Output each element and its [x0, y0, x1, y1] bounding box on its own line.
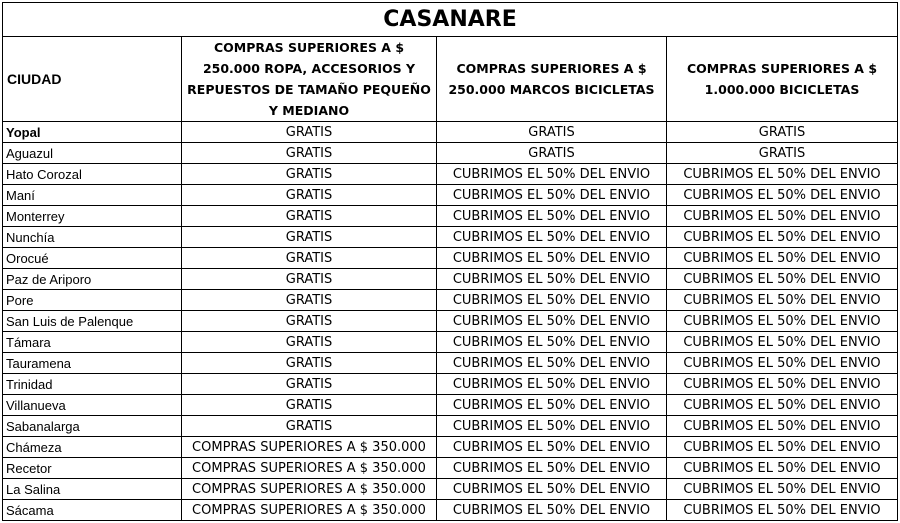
col2-cell: GRATIS — [437, 122, 667, 143]
table-row — [3, 143, 898, 164]
col2-cell: CUBRIMOS EL 50% DEL ENVIO — [437, 500, 667, 521]
col1-cell: COMPRAS SUPERIORES A $ 350.000 — [182, 500, 437, 521]
col3-cell: CUBRIMOS EL 50% DEL ENVIO — [667, 164, 898, 185]
col1-cell: GRATIS — [182, 311, 437, 332]
city-cell: Nunchía — [3, 227, 182, 248]
table-row — [3, 416, 898, 437]
col3-cell: GRATIS — [667, 122, 898, 143]
table-row — [3, 290, 898, 311]
city-cell: Trinidad — [3, 374, 182, 395]
table-row — [3, 458, 898, 479]
col1-cell: GRATIS — [182, 416, 437, 437]
city-cell: Aguazul — [3, 143, 182, 164]
col1-cell: GRATIS — [182, 185, 437, 206]
col3-cell: CUBRIMOS EL 50% DEL ENVIO — [667, 479, 898, 500]
col1-cell: GRATIS — [182, 395, 437, 416]
table-row — [3, 269, 898, 290]
col2-cell: CUBRIMOS EL 50% DEL ENVIO — [437, 437, 667, 458]
table-row — [3, 395, 898, 416]
col1-cell: GRATIS — [182, 164, 437, 185]
col3-cell: CUBRIMOS EL 50% DEL ENVIO — [667, 416, 898, 437]
col3-cell: CUBRIMOS EL 50% DEL ENVIO — [667, 458, 898, 479]
col2-cell: CUBRIMOS EL 50% DEL ENVIO — [437, 164, 667, 185]
col2-cell: CUBRIMOS EL 50% DEL ENVIO — [437, 290, 667, 311]
col3-cell: CUBRIMOS EL 50% DEL ENVIO — [667, 311, 898, 332]
col2-cell: GRATIS — [437, 143, 667, 164]
header-col1: COMPRAS SUPERIORES A $ 250.000 ROPA, ACCESORIOS Y REPUESTOS DE TAMAÑO PEQUEÑO Y MEDIANO — [182, 37, 437, 122]
table-row — [3, 332, 898, 353]
col3-cell: CUBRIMOS EL 50% DEL ENVIO — [667, 227, 898, 248]
table-row — [3, 227, 898, 248]
col2-cell: CUBRIMOS EL 50% DEL ENVIO — [437, 185, 667, 206]
col3-cell: CUBRIMOS EL 50% DEL ENVIO — [667, 185, 898, 206]
col2-cell: CUBRIMOS EL 50% DEL ENVIO — [437, 353, 667, 374]
col2-cell: CUBRIMOS EL 50% DEL ENVIO — [437, 395, 667, 416]
col1-cell: COMPRAS SUPERIORES A $ 350.000 — [182, 458, 437, 479]
header-city: CIUDAD — [3, 37, 182, 122]
city-cell: Sácama — [3, 500, 182, 521]
city-cell: San Luis de Palenque — [3, 311, 182, 332]
city-cell: Pore — [3, 290, 182, 311]
col3-cell: GRATIS — [667, 143, 898, 164]
col3-cell: CUBRIMOS EL 50% DEL ENVIO — [667, 206, 898, 227]
city-cell: Hato Corozal — [3, 164, 182, 185]
table-row — [3, 374, 898, 395]
col1-cell: GRATIS — [182, 206, 437, 227]
col2-cell: CUBRIMOS EL 50% DEL ENVIO — [437, 416, 667, 437]
header-col2: COMPRAS SUPERIORES A $ 250.000 MARCOS BICICLETAS — [437, 37, 667, 122]
col3-cell: CUBRIMOS EL 50% DEL ENVIO — [667, 269, 898, 290]
col3-cell: CUBRIMOS EL 50% DEL ENVIO — [667, 353, 898, 374]
col3-cell: CUBRIMOS EL 50% DEL ENVIO — [667, 248, 898, 269]
shipping-table-container — [2, 2, 898, 521]
city-cell: Chámeza — [3, 437, 182, 458]
col1-cell: GRATIS — [182, 227, 437, 248]
table-row — [3, 311, 898, 332]
col3-cell: CUBRIMOS EL 50% DEL ENVIO — [667, 332, 898, 353]
table-row — [3, 248, 898, 269]
col1-cell: GRATIS — [182, 143, 437, 164]
table-row — [3, 206, 898, 227]
col2-cell: CUBRIMOS EL 50% DEL ENVIO — [437, 332, 667, 353]
col1-cell: GRATIS — [182, 269, 437, 290]
col3-cell: CUBRIMOS EL 50% DEL ENVIO — [667, 395, 898, 416]
col3-cell: CUBRIMOS EL 50% DEL ENVIO — [667, 374, 898, 395]
city-cell: La Salina — [3, 479, 182, 500]
col3-cell: CUBRIMOS EL 50% DEL ENVIO — [667, 500, 898, 521]
col3-cell: CUBRIMOS EL 50% DEL ENVIO — [667, 290, 898, 311]
table-row — [3, 164, 898, 185]
table-body — [3, 122, 898, 521]
col2-cell: CUBRIMOS EL 50% DEL ENVIO — [437, 227, 667, 248]
table-row — [3, 437, 898, 458]
city-cell: Monterrey — [3, 206, 182, 227]
col1-cell: GRATIS — [182, 353, 437, 374]
header-col3: COMPRAS SUPERIORES A $ 1.000.000 BICICLETAS — [667, 37, 898, 122]
city-cell: Villanueva — [3, 395, 182, 416]
city-cell: Paz de Ariporo — [3, 269, 182, 290]
table-row — [3, 500, 898, 521]
col2-cell: CUBRIMOS EL 50% DEL ENVIO — [437, 269, 667, 290]
col1-cell: COMPRAS SUPERIORES A $ 350.000 — [182, 479, 437, 500]
table-row — [3, 185, 898, 206]
city-cell: Tauramena — [3, 353, 182, 374]
col1-cell: COMPRAS SUPERIORES A $ 350.000 — [182, 437, 437, 458]
city-cell: Orocué — [3, 248, 182, 269]
col2-cell: CUBRIMOS EL 50% DEL ENVIO — [437, 206, 667, 227]
city-cell: Maní — [3, 185, 182, 206]
city-cell: Támara — [3, 332, 182, 353]
col2-cell: CUBRIMOS EL 50% DEL ENVIO — [437, 248, 667, 269]
col1-cell: GRATIS — [182, 248, 437, 269]
col2-cell: CUBRIMOS EL 50% DEL ENVIO — [437, 458, 667, 479]
city-cell: Yopal — [3, 122, 182, 143]
col2-cell: CUBRIMOS EL 50% DEL ENVIO — [437, 479, 667, 500]
col1-cell: GRATIS — [182, 122, 437, 143]
col3-cell: CUBRIMOS EL 50% DEL ENVIO — [667, 437, 898, 458]
table-row — [3, 479, 898, 500]
col2-cell: CUBRIMOS EL 50% DEL ENVIO — [437, 374, 667, 395]
shipping-table — [2, 2, 898, 521]
city-cell: Sabanalarga — [3, 416, 182, 437]
table-row — [3, 353, 898, 374]
col1-cell: GRATIS — [182, 374, 437, 395]
col2-cell: CUBRIMOS EL 50% DEL ENVIO — [437, 311, 667, 332]
table-title: CASANARE — [3, 3, 898, 37]
col1-cell: GRATIS — [182, 332, 437, 353]
col1-cell: GRATIS — [182, 290, 437, 311]
city-cell: Recetor — [3, 458, 182, 479]
table-row — [3, 122, 898, 143]
